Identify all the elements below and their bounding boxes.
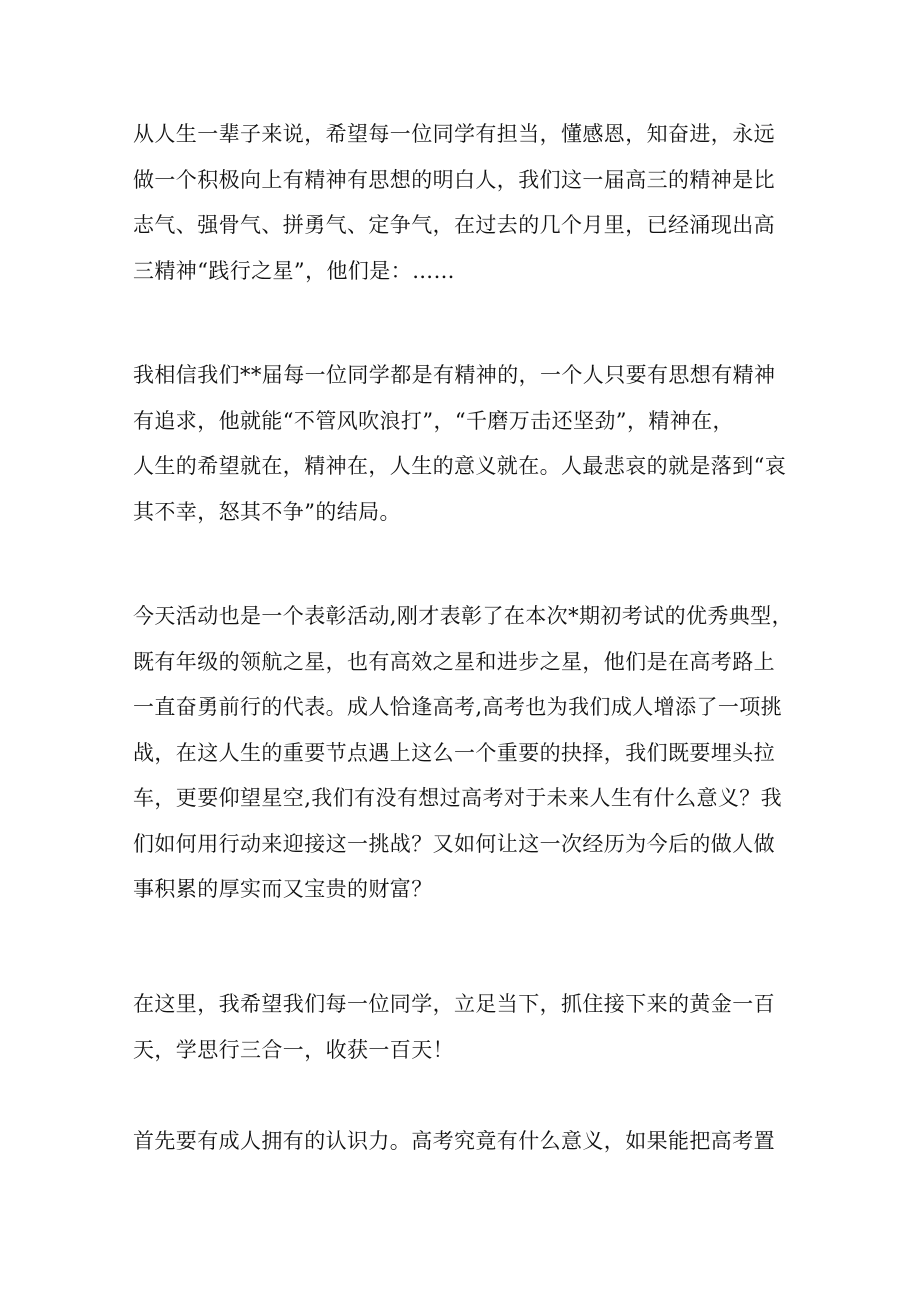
paragraph-1 <box>133 112 793 294</box>
paragraph-4 <box>133 982 793 1073</box>
text-line: 车，更要仰望星空,我们有没有想过高考对于未来人生有什么意义？我 <box>133 786 783 810</box>
text-line: 从人生一辈子来说，希望每一位同学有担当，懂感恩，知奋进，永远 <box>133 122 775 146</box>
text-line: 在这里，我希望我们每一位同学，立足当下，抓住接下来的黄金一百 <box>133 992 775 1016</box>
text-line: 今天活动也是一个表彰活动,刚才表彰了在本次*期初考试的优秀典型， <box>133 604 793 628</box>
text-line: 们如何用行动来迎接这一挑战？又如何让这一次经历为今后的做人做 <box>133 831 775 856</box>
text-line: 既有年级的领航之星，也有高效之星和进步之星，他们是在高考路上 <box>133 649 775 674</box>
text-line: 我相信我们**届每一位同学都是有精神的，一个人只要有思想有精神 <box>133 363 776 387</box>
text-line: 其不幸，怒其不争”的结局。 <box>133 499 401 524</box>
text-line: 做一个积极向上有精神有思想的明白人，我们这一届高三的精神是比 <box>133 167 775 192</box>
text-line: 人生的希望就在，精神在，人生的意义就在。人最悲哀的就是落到“哀 <box>133 454 787 478</box>
text-line: 首先要有成人拥有的认识力。高考究竟有什么意义，如果能把高考置 <box>133 1129 775 1153</box>
text-line: 一直奋勇前行的代表。成人恰逢高考,高考也为我们成人增添了一项挑 <box>133 695 783 719</box>
text-line: 志气、强骨气、拼勇气、定争气，在过去的几个月里，已经涌现出高 <box>133 213 775 237</box>
paragraph-5 <box>133 1119 793 1165</box>
text-line: 三精神“践行之星”，他们是：…… <box>133 258 455 283</box>
text-line: 天，学思行三合一，收获一百天！ <box>133 1037 454 1062</box>
paragraph-2 <box>133 353 793 535</box>
text-line: 事积累的厚实而又宝贵的财富？ <box>133 877 433 901</box>
text-line: 战，在这人生的重要节点遇上这么一个重要的抉择，我们既要埋头拉 <box>133 740 775 765</box>
paragraph-3 <box>133 594 793 913</box>
text-line: 有追求，他就能“不管风吹浪打”，“千磨万击还坚劲”，精神在， <box>133 408 734 433</box>
